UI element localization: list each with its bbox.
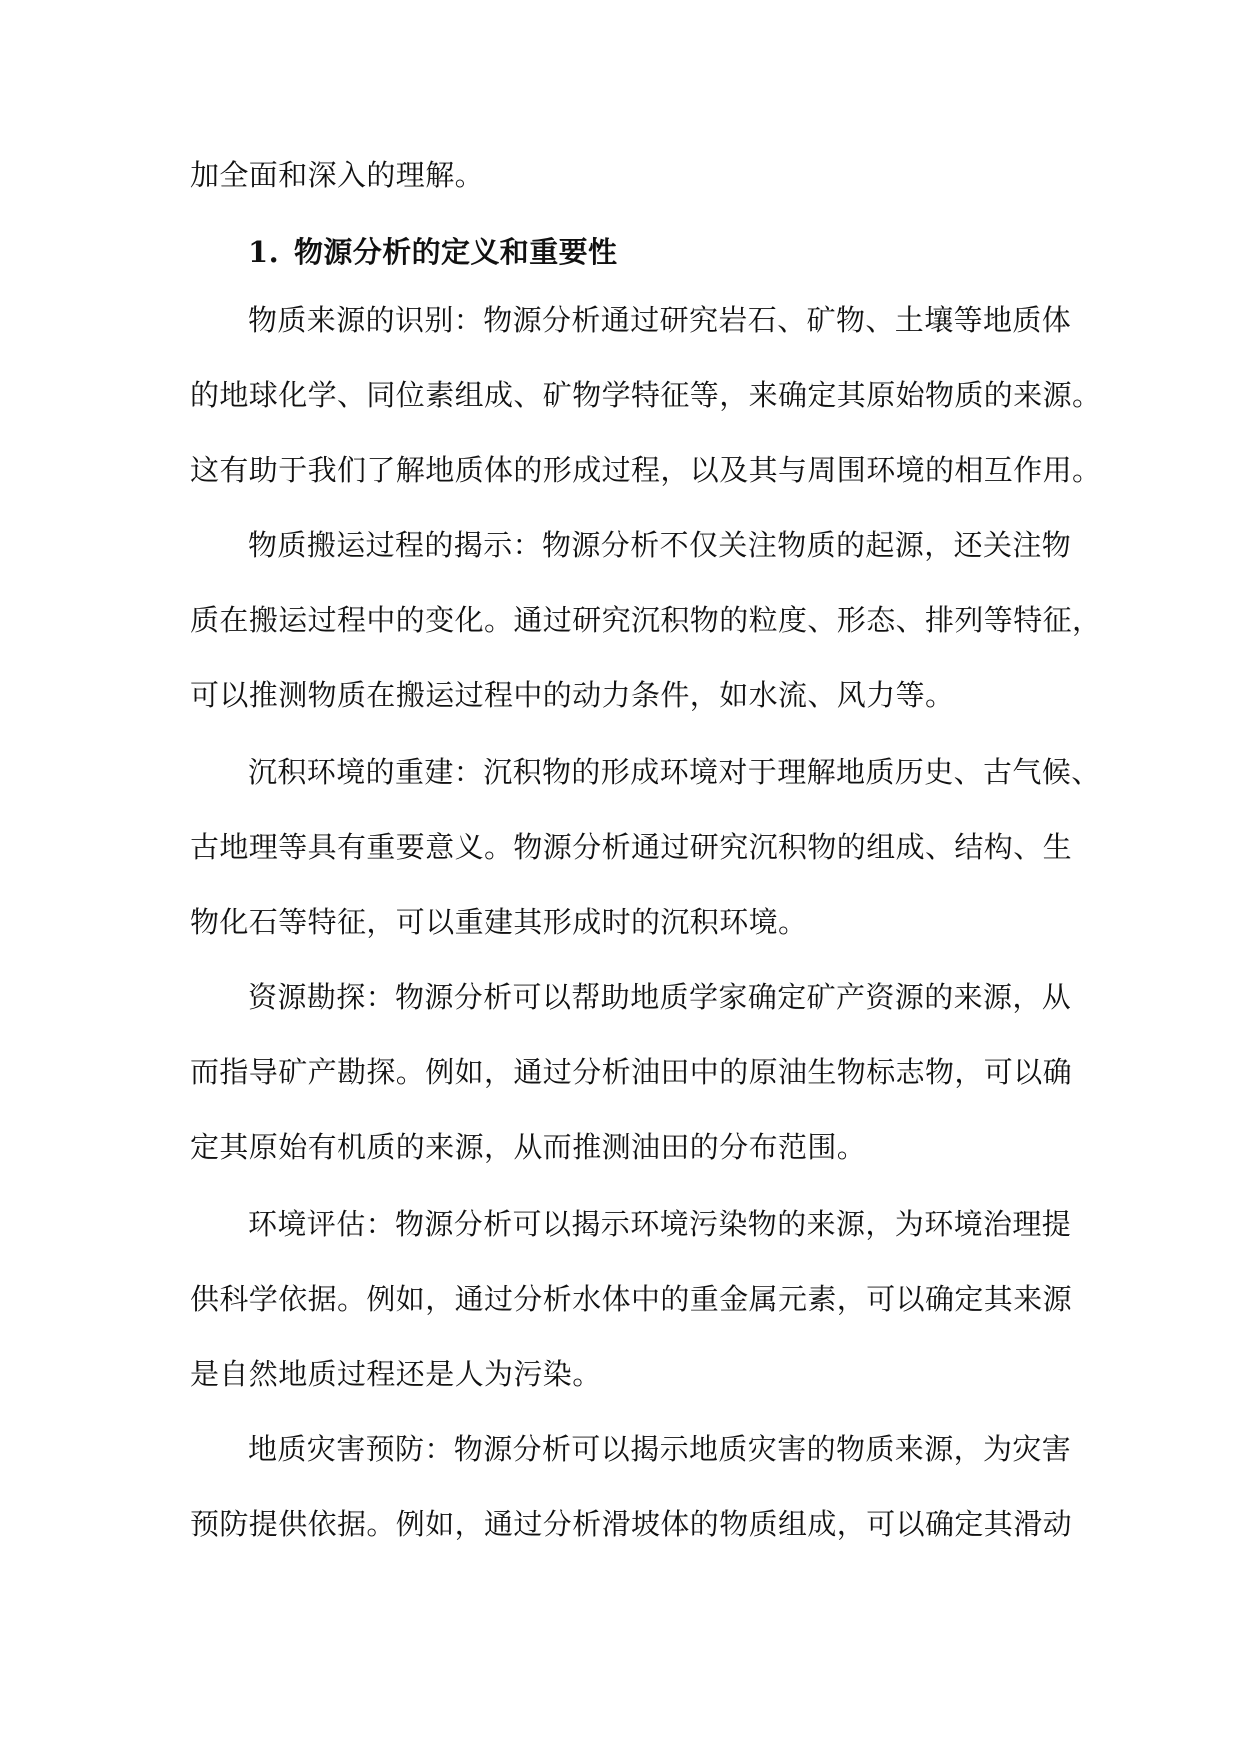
paragraph-6-line-2: 预防提供依据。例如，通过分析滑坡体的物质组成，可以确定其滑动 [190, 1507, 1073, 1541]
section-number: 1. [248, 235, 280, 269]
paragraph-2-line-2: 质在搬运过程中的变化。通过研究沉积物的粒度、形态、排列等特征， [190, 603, 1102, 637]
paragraph-4-line-3: 定其原始有机质的来源，从而推测油田的分布范围。 [190, 1130, 867, 1164]
paragraph-1-line-1: 物质来源的识别：物源分析通过研究岩石、矿物、土壤等地质体 [248, 303, 1072, 337]
continuation-line: 加全面和深入的理解。 [190, 158, 485, 192]
paragraph-3-line-1: 沉积环境的重建：沉积物的形成环境对于理解地质历史、古气候、 [248, 755, 1101, 789]
paragraph-6-line-1: 地质灾害预防：物源分析可以揭示地质灾害的物质来源，为灾害 [248, 1432, 1072, 1466]
section-heading [248, 232, 1118, 272]
paragraph-2-line-1: 物质搬运过程的揭示：物源分析不仅关注物质的起源，还关注物 [248, 528, 1072, 562]
paragraph-4-line-2: 而指导矿产勘探。例如，通过分析油田中的原油生物标志物，可以确 [190, 1055, 1073, 1089]
paragraph-3-line-2: 古地理等具有重要意义。物源分析通过研究沉积物的组成、结构、生 [190, 830, 1073, 864]
paragraph-5-line-2: 供科学依据。例如，通过分析水体中的重金属元素，可以确定其来源 [190, 1282, 1073, 1316]
paragraph-4-line-1: 资源勘探：物源分析可以帮助地质学家确定矿产资源的来源，从 [248, 980, 1072, 1014]
paragraph-3-line-3: 物化石等特征，可以重建其形成时的沉积环境。 [190, 905, 808, 939]
section-title: 物源分析的定义和重要性 [294, 235, 618, 269]
paragraph-2-line-3: 可以推测物质在搬运过程中的动力条件，如水流、风力等。 [190, 678, 955, 712]
paragraph-5-line-1: 环境评估：物源分析可以揭示环境污染物的来源，为环境治理提 [248, 1207, 1072, 1241]
paragraph-1-line-3: 这有助于我们了解地质体的形成过程，以及其与周围环境的相互作用。 [190, 453, 1102, 487]
paragraph-5-line-3: 是自然地质过程还是人为污染。 [190, 1357, 602, 1391]
paragraph-1-line-2: 的地球化学、同位素组成、矿物学特征等，来确定其原始物质的来源。 [190, 378, 1102, 412]
